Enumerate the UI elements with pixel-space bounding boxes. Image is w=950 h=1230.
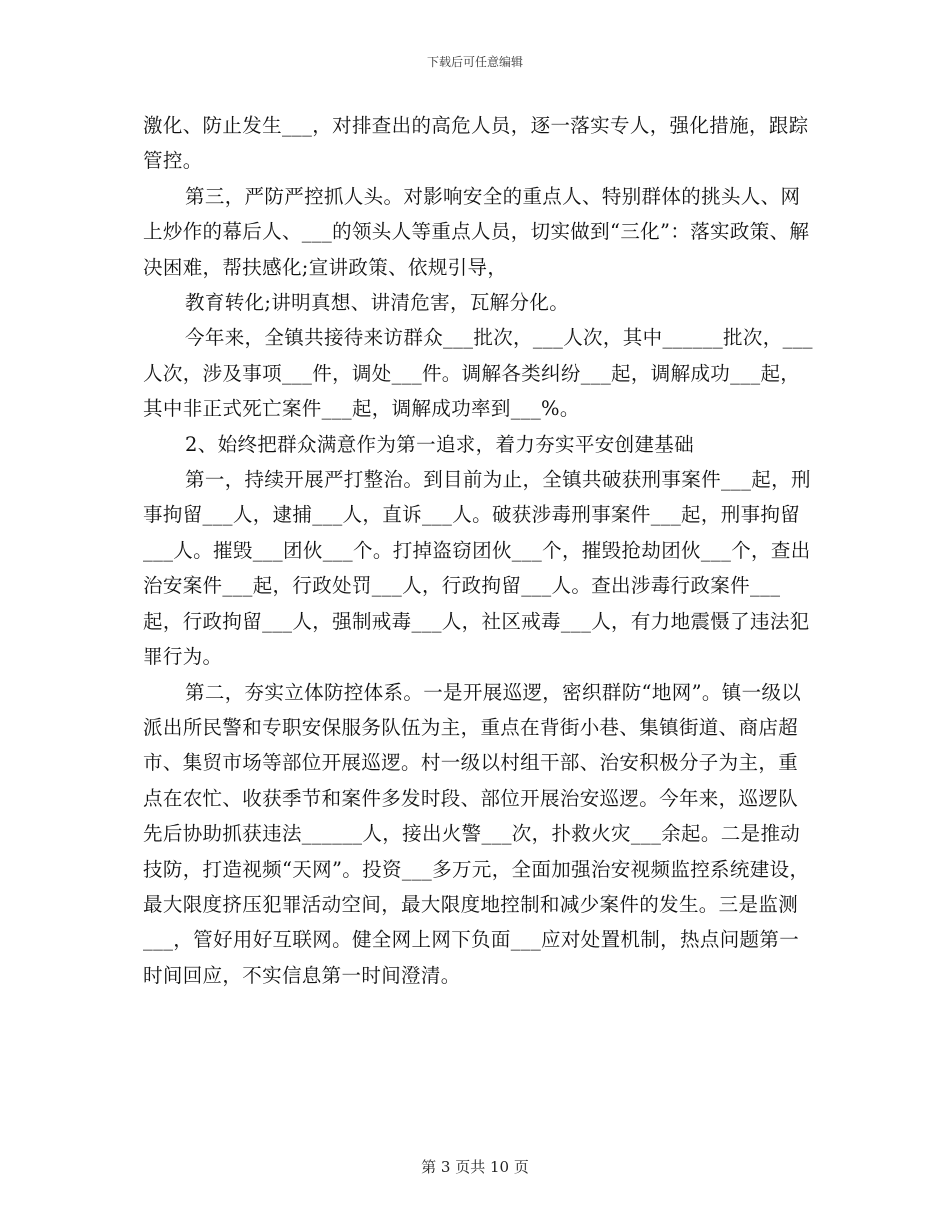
page-footer: 第 3 页共 10 页	[421, 1158, 529, 1176]
paragraph: 第二，夯实立体防控体系。一是开展巡逻，密织群防“地网”。镇一级以派出所民警和专职安保服务队伍为主，重点在背街小巷、集镇街道、商店超市、集贸市场等部位开展巡逻。村一级以村组干部、治安积极分子为主，重点在农忙、收获季节和案件多发时段、部位开展治安巡逻。今年来，巡逻队先后协助抓获违法______人，接出火警___次，扑救火灾___余起。二是推动技防，打造视频“天网”。投资___多万元，全面加强治安视频监控系统建设，最大限度挤压犯罪活动空间，最大限度地控制和减少案件的发生。三是监测___，管好用好互联网。健全网上网下负面___应对处置机制，热点问题第一时间回应，不实信息第一时间澄清。	[143, 680, 810, 987]
paragraph: 激化、防止发生___，对排查出的高危人员，逐一落实专人，强化措施，跟踪管控。	[143, 114, 809, 173]
document-body	[143, 108, 815, 993]
paragraph: 教育转化;讲明真想、讲清危害，瓦解分化。	[185, 291, 570, 315]
paragraph: 第三，严防严控抓人头。对影响安全的重点人、特别群体的挑头人、网上炒作的幕后人、___的领头人等重点人员，切实做到“三化”：落实政策、解决困难，帮扶感化;宣讲政策、依规引导，	[143, 184, 810, 279]
section-heading: 2、始终把群众满意作为第一追求，着力夯实平安创建基础	[185, 432, 695, 456]
paragraph: 今年来，全镇共接待来访群众___批次，___人次，其中______批次，___人次，涉及事项___件，调处___件。调解各类纠纷___起，调解成功___起，其中非正式死亡案件___起，调解成功率到___%。	[143, 326, 813, 421]
paragraph: 第一，持续开展严打整治。到目前为止，全镇共破获刑事案件___起，刑事拘留___人，逮捕___人，直诉___人。破获涉毒刑事案件___起，刑事拘留___人。摧毁___团伙___个。打掉盗窃团伙___个，摧毁抢劫团伙___个，查出治安案件___起，行政处罚___人，行政拘留___人。查出涉毒行政案件___起，行政拘留___人，强制戒毒___人，社区戒毒___人，有力地震慑了违法犯罪行为。	[143, 468, 811, 669]
page-header: 下载后可任意编辑	[426, 55, 523, 69]
